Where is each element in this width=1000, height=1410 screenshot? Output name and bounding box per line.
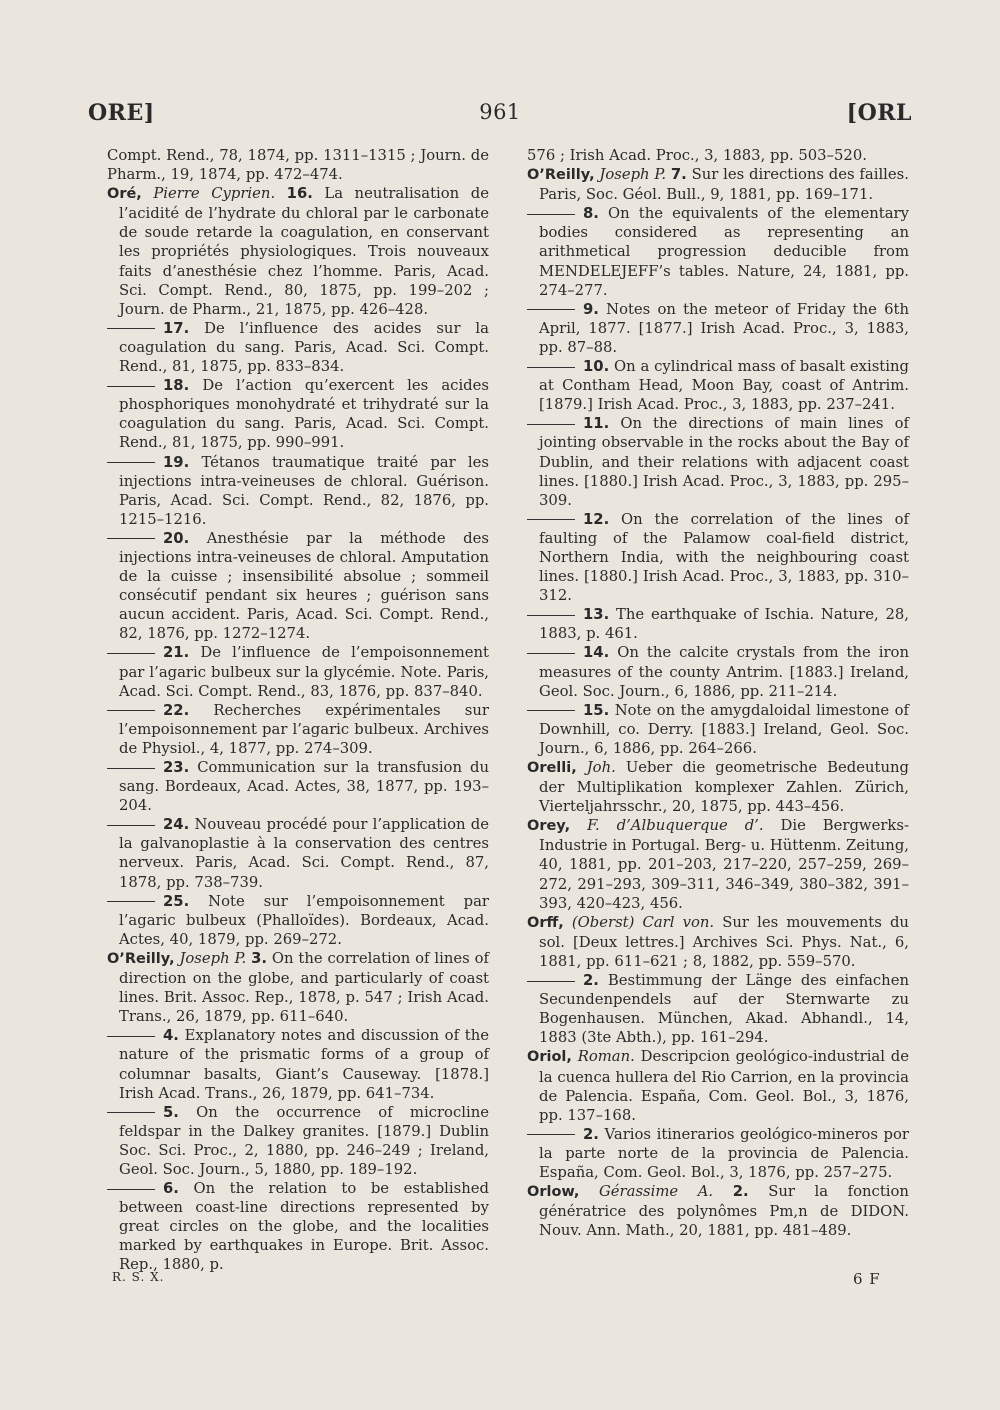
running-header <box>88 100 912 134</box>
bibliography-entry <box>527 357 909 414</box>
author-name: Orelli, <box>527 760 577 776</box>
entry-text: Die Bergwerks-Industrie in Portugal. Berg- u. Hüttenm. Zeitung, 40, 1881, pp. 201–203, 217–220, 257–259, 269–272, 291–293, 309–311, 346–349, 380–382, 391–393, 420–423, 456. <box>539 817 909 912</box>
author-name: Orlow, <box>527 1184 580 1201</box>
ditto-rule <box>107 1036 155 1037</box>
author-given-name: Joh. <box>586 759 616 776</box>
entry-number: 5. <box>163 1103 179 1121</box>
entry-text: Note sur l’empoisonnement par l’agaric bulbeux (Phalloïdes). Bordeaux, Acad. Actes, 40, 1879, pp. 269–272. <box>119 892 489 948</box>
author-given-name: Joseph P. <box>599 166 667 184</box>
entry-number: 9. <box>583 300 599 318</box>
ditto-rule <box>107 653 155 654</box>
entry-number: 18. <box>163 377 190 395</box>
entry-number: 15. <box>583 701 610 719</box>
ditto-rule <box>527 309 575 310</box>
entry-text: Tétanos traumatique traité par les injections intra-veineuses de chloral. Guérison. Paris, Acad. Sci. Compt. Rend., 82, 1876, pp. 1215–1216. <box>119 453 489 528</box>
entry-text: On the calcite crystals from the iron measures of the county Antrim. [1883.] Ireland, Geol. Soc. Journ., 6, 1886, pp. 211–214. <box>539 644 909 700</box>
entry-text: On a cylindrical mass of basalt existing at Contham Head, Moon Bay, coast of Antrim. [1879.] Irish Acad. Proc., 3, 1883, pp. 237–241. <box>539 358 909 414</box>
bibliography-entry <box>527 816 909 912</box>
left-column <box>107 146 489 1275</box>
ditto-rule <box>107 1112 155 1113</box>
author-given-name: F. d’Albuquerque d’. <box>587 817 764 835</box>
footer-signature: R. S. X. <box>112 1270 165 1284</box>
ditto-rule <box>527 981 575 982</box>
author-name: Oriol, <box>527 1049 572 1066</box>
ditto-rule <box>107 901 155 902</box>
bibliography-entry <box>527 758 909 816</box>
header-right: [ORL <box>846 100 912 126</box>
entry-number: 7. <box>670 166 687 184</box>
ditto-rule <box>527 424 575 425</box>
footer-sheet-mark: 6 F <box>853 1270 881 1288</box>
bibliography-entry <box>527 1047 909 1124</box>
bibliography-entry <box>527 643 909 700</box>
entry-text: Compt. Rend., 78, 1874, pp. 1311–1315 ; Journ. de Pharm., 19, 1874, pp. 472–474. <box>107 147 489 184</box>
entry-number: 20. <box>163 529 190 547</box>
entry-text: Explanatory notes and discussion of the nature of the prismatic forms of a group of columnar basalts, Giant’s Causeway. [1878.] Irish Acad. Trans., 26, 1879, pp. 641–734. <box>119 1027 489 1102</box>
entry-text: Sur la fonction génératrice des polynômes Pm,n de DIDON. Nouv. Ann. Math., 20, 1881, pp. 481–489. <box>539 1183 909 1240</box>
entry-text: On the occurrence of microcline feldspar in the Dalkey granites. [1879.] Dublin Soc. Sci. Proc., 2, 1880, pp. 246–249 ; Ireland, Geol. Soc. Journ., 5, 1880, pp. 189–192. <box>119 1103 489 1178</box>
entry-text: De l’action qu’exercent les acides phosphoriques monohydraté et trihydraté sur la coagulation du sang. Paris, Acad. Sci. Compt. Rend., 81, 1875, pp. 990–991. <box>119 377 489 452</box>
page-number: 961 <box>479 100 521 124</box>
entry-number: 22. <box>163 701 190 719</box>
author-given-name: (Oberst) Carl von. <box>571 913 715 931</box>
author-name: O’Reilly, <box>107 950 175 967</box>
ditto-rule <box>527 653 575 654</box>
bibliography-entry <box>527 701 909 758</box>
bibliography-entry <box>527 300 909 357</box>
entry-text: Recherches expérimentales sur l’empoisonnement par l’agaric bulbeux. Archives de Physiol., 4, 1877, pp. 274–309. <box>119 701 489 757</box>
entry-text: Nouveau procédé pour l’application de la galvanoplastie à la conservation des centres nerveux. Paris, Acad. Sci. Compt. Rend., 87, 1878, pp. 738–739. <box>119 816 489 891</box>
ditto-rule <box>527 367 575 368</box>
entry-number: 24. <box>163 816 190 834</box>
entry-text: Descripcion geológico-industrial de la cuenca hullera del Rio Carrion, en la provincia de Palencia. España, Com. Geol. Bol., 3, 1876, pp. 137–168. <box>539 1048 909 1124</box>
header-left: ORE] <box>88 100 155 126</box>
entry-number: 21. <box>163 644 190 662</box>
entry-text: On the equivalents of the elementary bodies considered as representing an arithmetical progression deducible from MENDELEJEFF’s tables. Nature, 24, 1881, pp. 274–277. <box>539 205 909 299</box>
bibliography-entry <box>107 892 489 949</box>
bibliography-entry <box>527 605 909 643</box>
ditto-rule <box>107 462 155 463</box>
entry-text: Communication sur la transfusion du sang. Bordeaux, Acad. Actes, 38, 1877, pp. 193–204. <box>119 759 489 815</box>
entry-number: 6. <box>163 1180 179 1198</box>
entry-number: 19. <box>163 453 190 471</box>
entry-number: 17. <box>163 319 190 337</box>
ditto-rule <box>107 768 155 769</box>
entry-text: On the correlation of the lines of faulting of the Palamow coal-field district, Northern India, with the neighbouring coast lines. [1880.] Irish Acad. Proc., 3, 1883, pp. 310–312. <box>539 510 909 605</box>
bibliography-entry <box>527 1125 909 1182</box>
entry-text: 576 ; Irish Acad. Proc., 3, 1883, pp. 503–520. <box>527 147 867 164</box>
entry-number: 2. <box>583 972 599 990</box>
entry-number: 25. <box>163 892 190 910</box>
bibliography-entry <box>107 319 489 376</box>
ditto-rule <box>107 386 155 387</box>
entry-text: De l’influence des acides sur la coagulation du sang. Paris, Acad. Sci. Compt. Rend., 81, 1875, pp. 833–834. <box>119 319 489 376</box>
entry-number: 2. <box>583 1125 599 1143</box>
author-name: O’Reilly, <box>527 167 595 184</box>
bibliography-entry <box>107 701 489 758</box>
entry-text: Note on the amygdaloidal limestone of Downhill, co. Derry. [1883.] Ireland, Geol. Soc. Journ., 6, 1886, pp. 264–266. <box>539 701 909 757</box>
entry-text: Anesthésie par la méthode des injections intra-veineuses de chloral. Amputation de la cuisse ; insensibilité absolue ; sommeil consécutif pendant six heures ; guérison sans aucun accident. Paris, Acad. Sci. Compt. Rend., 82, 1876, pp. 1272–1274. <box>119 529 489 643</box>
ditto-rule <box>527 1134 575 1135</box>
entry-number: 14. <box>583 644 610 662</box>
ditto-rule <box>107 538 155 539</box>
author-name: Oré, <box>107 186 142 203</box>
bibliography-entry <box>107 184 489 319</box>
bibliography-entry <box>107 1026 489 1102</box>
entry-number: 4. <box>163 1027 179 1045</box>
bibliography-entry <box>527 146 909 165</box>
bibliography-entry <box>107 453 489 529</box>
author-given-name: Gérassime A. <box>598 1183 714 1201</box>
entry-text: Varios itinerarios geológico-mineros por la parte norte de la provincia de Palencia. España, Com. Geol. Bol., 3, 1876, pp. 257–275. <box>539 1125 909 1181</box>
entry-text: Ueber die geometrische Bedeutung der Multiplikation komplexer Zahlen. Zürich, Vierteljahrsschr., 20, 1875, pp. 443–456. <box>539 759 909 816</box>
entry-number: 12. <box>583 510 610 528</box>
ditto-rule <box>107 710 155 711</box>
entry-text: Sur les mouvements du sol. [Deux lettres.] Archives Sci. Phys. Nat., 6, 1881, pp. 611–621 ; 8, 1882, pp. 559–570. <box>539 913 909 970</box>
entry-text: La neutralisation de l’acidité de l’hydrate du chloral par le carbonate de soude retarde la coagulation, en conservant les propriétés physiologiques. Trois nouveaux faits d’anesthésie chez l’homme. Paris, Acad. Sci. Compt. Rend., 80, 1875, pp. 199–202 ; Journ. de Pharm., 21, 1875, pp. 426–428. <box>119 185 489 318</box>
ditto-rule <box>527 615 575 616</box>
ditto-rule <box>107 825 155 826</box>
bibliography-entry <box>107 949 489 1026</box>
ditto-rule <box>527 519 575 520</box>
bibliography-entry <box>107 1103 489 1179</box>
bibliography-entry <box>107 758 489 815</box>
entry-number: 23. <box>163 759 190 776</box>
entry-text: The earthquake of Ischia. Nature, 28, 1883, p. 461. <box>539 606 909 643</box>
entry-number: 11. <box>583 415 610 433</box>
bibliography-entry <box>107 376 489 452</box>
bibliography-entry <box>527 204 909 299</box>
bibliography-entry <box>107 146 489 184</box>
entry-number: 10. <box>583 358 610 376</box>
author-name: Orey, <box>527 818 571 835</box>
right-column <box>527 146 909 1240</box>
entry-number: 16. <box>286 185 313 203</box>
bibliography-entry <box>107 529 489 644</box>
bibliography-entry <box>527 165 909 204</box>
bibliography-entry <box>527 510 909 605</box>
entry-text: Bestimmung der Länge des einfachen Secundenpendels auf der Sternwarte zu Bogenhausen. München, Akad. Abhandl., 14, 1883 (3te Abth.), pp. 161–294. <box>539 972 909 1047</box>
bibliography-entry <box>527 1182 909 1240</box>
ditto-rule <box>107 1189 155 1190</box>
bibliography-entry <box>527 971 909 1047</box>
entry-number: 13. <box>583 606 610 624</box>
entry-text: On the directions of main lines of jointing observable in the rocks about the Bay of Dublin, and their relations with adjacent coast lines. [1880.] Irish Acad. Proc., 3, 1883, pp. 295–309. <box>539 415 909 509</box>
bibliography-entry <box>527 913 909 971</box>
author-given-name: Pierre Cyprien. <box>153 185 276 203</box>
entry-number: 2. <box>732 1183 749 1201</box>
entry-text: De l’influence de l’empoisonnement par l’agaric bulbeux sur la glycémie. Note. Paris, Acad. Sci. Compt. Rend., 83, 1876, pp. 837–840. <box>119 644 489 700</box>
entry-text: On the correlation of lines of direction on the globe, and particularly of coast lines. Brit. Assoc. Rep., 1878, p. 547 ; Irish Acad. Trans., 26, 1879, pp. 611–640. <box>119 949 489 1026</box>
ditto-rule <box>527 710 575 711</box>
bibliography-entry <box>527 414 909 509</box>
entry-number: 8. <box>583 205 599 223</box>
author-given-name: Joseph P. <box>179 949 247 967</box>
bibliography-entry <box>107 1179 489 1274</box>
author-given-name: Roman. <box>577 1048 635 1066</box>
ditto-rule <box>527 214 575 215</box>
ditto-rule <box>107 328 155 329</box>
bibliography-entry <box>107 815 489 891</box>
entry-number: 3. <box>251 949 267 967</box>
author-name: Orff, <box>527 914 564 931</box>
bibliography-entry <box>107 643 489 700</box>
entry-text: Sur les directions des failles. Paris, Soc. Géol. Bull., 9, 1881, pp. 169–171. <box>539 166 909 204</box>
entry-text: On the relation to be established between coast-line directions represented by great circles on the globe, and the localities marked by earthquakes in Europe. Brit. Assoc. Rep., 1880, p. <box>119 1180 489 1274</box>
entry-text: Notes on the meteor of Friday the 6th April, 1877. [1877.] Irish Acad. Proc., 3, 1883, pp. 87–88. <box>539 300 909 356</box>
